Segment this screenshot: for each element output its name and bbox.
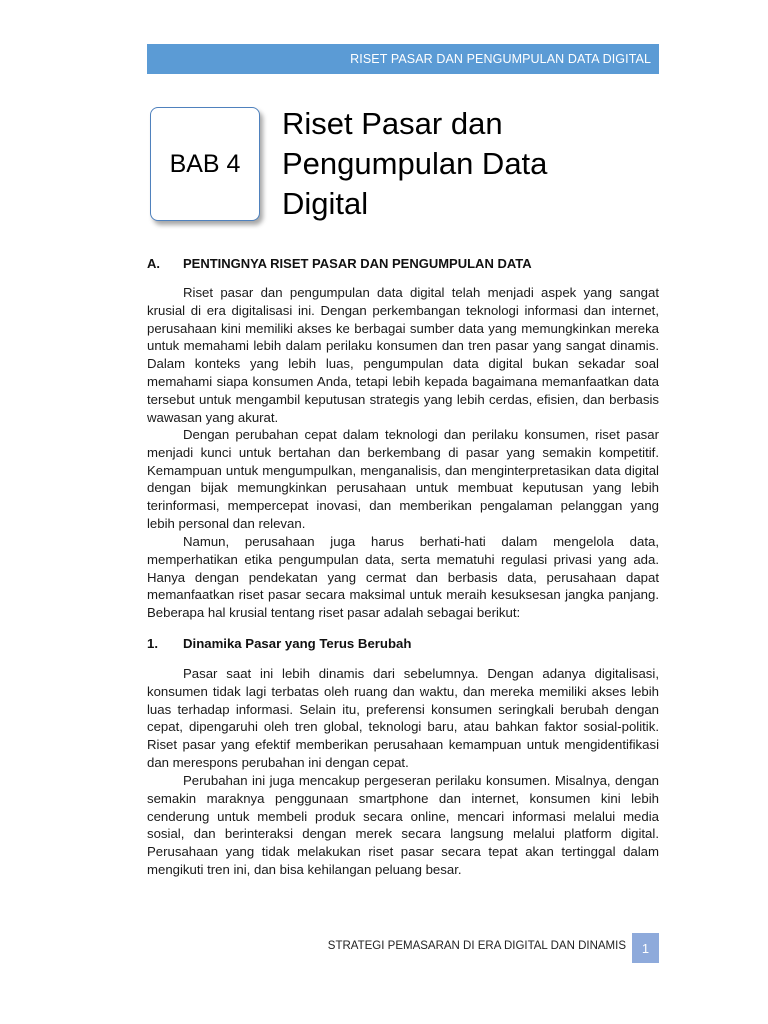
chapter-title-line: Riset Pasar dan bbox=[282, 106, 503, 141]
footer-book-title: STRATEGI PEMASARAN DI ERA DIGITAL DAN DINAMIS bbox=[327, 940, 626, 952]
chapter-title-line: Digital bbox=[282, 186, 369, 221]
subsection-number: 1. bbox=[147, 636, 158, 651]
page-number-box bbox=[632, 933, 659, 963]
paragraph: Riset pasar dan pengumpulan data digital telah menjadi aspek yang sangat krusial di era digitalisasi ini. Dengan perkembangan teknologi informasi dan internet, perusahaan kini memiliki akses ke berbagai sumber data yang memungkinkan mereka untuk memahami lebih dalam perilaku konsumen dan tren pasar yang sangat dinamis. Dalam konteks yang lebih luas, pengumpulan data digital bukan sekadar soal memahami siapa konsumen Anda, tetapi lebih kepada bagaimana memanfaatkan data tersebut untuk mengambil keputusan strategis yang lebih cerdas, efisien, dan berbasis wawasan yang akurat. bbox=[147, 285, 659, 425]
subsection-title: Dinamika Pasar yang Terus Berubah bbox=[183, 636, 412, 651]
section-title: PENTINGNYA RISET PASAR DAN PENGUMPULAN DATA bbox=[183, 256, 532, 271]
chapter-title bbox=[282, 104, 642, 224]
running-header bbox=[147, 44, 659, 74]
section-heading bbox=[147, 256, 659, 271]
paragraph: Namun, perusahaan juga harus berhati-hati dalam mengelola data, memperhatikan etika pengumpulan data, serta mematuhi regulasi privasi yang ada. Hanya dengan pendekatan yang cermat dan berbasis data, perusahaan dapat memanfaatkan riset pasar secara maksimal untuk meraih kesuksesan jangka panjang. Beberapa hal krusial tentang riset pasar adalah sebagai berikut: bbox=[147, 534, 659, 621]
running-header-title: RISET PASAR DAN PENGUMPULAN DATA DIGITAL bbox=[350, 52, 651, 66]
chapter-title-line: Pengumpulan Data bbox=[282, 146, 548, 181]
chapter-label-box bbox=[150, 107, 260, 221]
paragraph: Perubahan ini juga mencakup pergeseran perilaku konsumen. Misalnya, dengan semakin maraknya penggunaan smartphone dan internet, konsumen kini lebih cenderung untuk membeli produk secara online, mencari informasi melalui media sosial, dan berinteraksi dengan merek secara langsung melalui platform digital. Perusahaan yang tidak melakukan riset pasar secara tepat akan tertinggal dalam mengikuti tren ini, dan bisa kehilangan peluang besar. bbox=[147, 773, 659, 877]
section-number: A. bbox=[147, 256, 160, 271]
chapter-label: BAB 4 bbox=[169, 149, 241, 178]
page-number: 1 bbox=[641, 940, 650, 956]
paragraph: Pasar saat ini lebih dinamis dari sebelumnya. Dengan adanya digitalisasi, konsumen tidak lagi terbatas oleh ruang dan waktu, dan mereka memiliki akses lebih luas terhadap informasi. Selain itu, preferensi konsumen seringkali berubah dengan cepat, dipengaruhi oleh tren global, teknologi baru, atau bahkan faktor sosial-politik. Riset pasar yang efektif memberikan perusahaan kemampuan untuk mengidentifikasi dan merespons perubahan ini dengan cepat. bbox=[147, 666, 659, 770]
subsection-heading bbox=[147, 636, 659, 651]
paragraph: Dengan perubahan cepat dalam teknologi dan perilaku konsumen, riset pasar menjadi kunci untuk bertahan dan berkembang di pasar yang semakin kompetitif. Kemampuan untuk mengumpulkan, menganalisis, dan menginterpretasikan data digital dengan bijak memungkinkan perusahaan untuk membuat keputusan yang lebih terinformasi, mempercepat inovasi, dan memberikan pengalaman pelanggan yang lebih personal dan relevan. bbox=[147, 427, 659, 531]
